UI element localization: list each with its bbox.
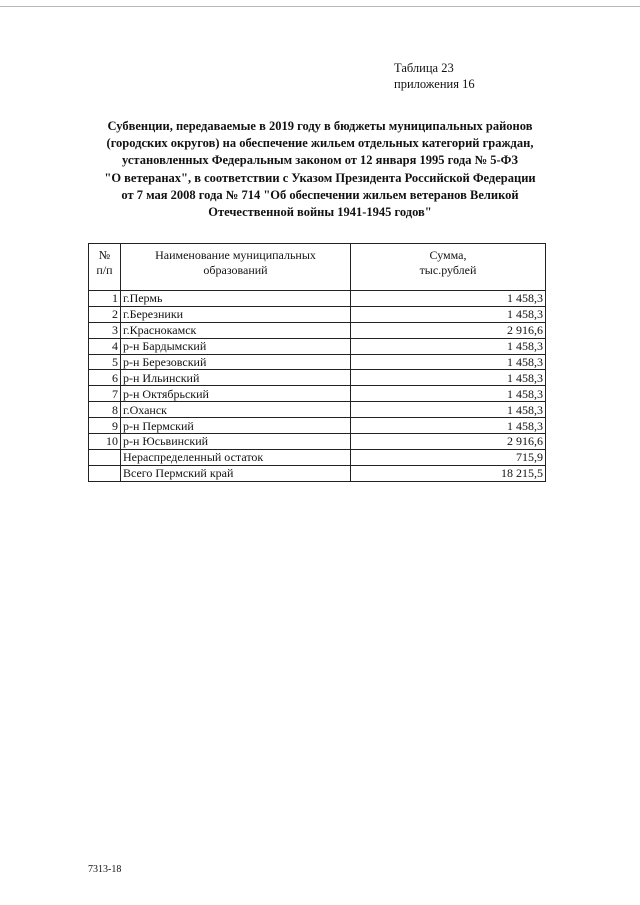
row-sum: 2 916,6: [351, 322, 546, 338]
row-sum: 715,9: [351, 449, 546, 465]
row-name: р-н Бардымский: [121, 338, 351, 354]
row-name: г.Березники: [121, 306, 351, 322]
row-number: 5: [89, 354, 121, 370]
row-sum: 1 458,3: [351, 306, 546, 322]
row-name: р-н Ильинский: [121, 370, 351, 386]
row-number: 7: [89, 386, 121, 402]
header-number-line2: п/п: [96, 263, 113, 277]
row-sum: 1 458,3: [351, 402, 546, 418]
row-name: г.Пермь: [121, 291, 351, 307]
table-row: [89, 402, 546, 418]
table-row: [89, 291, 546, 307]
header-sum-line1: Сумма,: [429, 248, 467, 262]
table-reference: [394, 60, 475, 92]
title-line: установленных Федеральным законом от 12 января 1995 года № 5-ФЗ: [121, 153, 518, 168]
title-line: "О ветеранах", в соответствии с Указом Президента Российской Федерации: [104, 170, 536, 185]
row-sum: 1 458,3: [351, 418, 546, 434]
table-row: [89, 354, 546, 370]
title-line: (городских округов) на обеспечение жильем отдельных категорий граждан,: [106, 136, 534, 151]
row-number: 3: [89, 322, 121, 338]
table-row: [89, 418, 546, 434]
row-number: [89, 449, 121, 465]
header-sum-line2: тыс.рублей: [419, 263, 477, 277]
table-row: [89, 370, 546, 386]
header-name-line2: образований: [203, 263, 268, 277]
row-number: 6: [89, 370, 121, 386]
row-name: г.Краснокамск: [121, 322, 351, 338]
row-sum: 1 458,3: [351, 370, 546, 386]
row-sum: 1 458,3: [351, 386, 546, 402]
row-name: р-н Пермский: [121, 418, 351, 434]
table-row: [89, 338, 546, 354]
row-number: 2: [89, 306, 121, 322]
row-number: 9: [89, 418, 121, 434]
row-name: р-н Юсьвинский: [121, 434, 351, 450]
row-name: р-н Березовский: [121, 354, 351, 370]
table-row-total: [89, 465, 546, 481]
row-number: 4: [89, 338, 121, 354]
table-header-row: [89, 244, 546, 291]
table-number: Таблица 23: [394, 61, 454, 75]
scan-edge-line: [0, 6, 640, 7]
row-sum: 1 458,3: [351, 354, 546, 370]
table-row: [89, 386, 546, 402]
header-name: [121, 244, 351, 291]
header-sum: [351, 244, 546, 291]
appendix-number: приложения 16: [394, 77, 475, 91]
row-number: [89, 465, 121, 481]
title-line: Отечественной войны 1941-1945 годов": [208, 205, 432, 220]
row-name: Нераспределенный остаток: [121, 449, 351, 465]
row-sum: 2 916,6: [351, 434, 546, 450]
table-row: [89, 322, 546, 338]
row-name: р-н Октябрьский: [121, 386, 351, 402]
table-row: [89, 306, 546, 322]
title-line: Субвенции, передаваемые в 2019 году в бюджеты муниципальных районов: [107, 119, 533, 133]
row-name: Всего Пермский край: [121, 465, 351, 481]
row-number: 10: [89, 434, 121, 450]
header-number-line1: №: [98, 248, 111, 262]
row-number: 1: [89, 291, 121, 307]
row-sum: 1 458,3: [351, 291, 546, 307]
header-name-line1: Наименование муниципальных: [155, 248, 316, 262]
document-code: 7313-18: [88, 864, 122, 875]
title-line: от 7 мая 2008 года № 714 "Об обеспечении жильем ветеранов Великой: [121, 187, 519, 202]
header-number: [89, 244, 121, 291]
row-sum: 18 215,5: [351, 465, 546, 481]
table-row: [89, 434, 546, 450]
row-sum: 1 458,3: [351, 338, 546, 354]
row-number: 8: [89, 402, 121, 418]
table-row-undistributed: [89, 449, 546, 465]
subventions-table: [88, 243, 546, 482]
row-name: г.Оханск: [121, 402, 351, 418]
document-title: [92, 118, 548, 221]
